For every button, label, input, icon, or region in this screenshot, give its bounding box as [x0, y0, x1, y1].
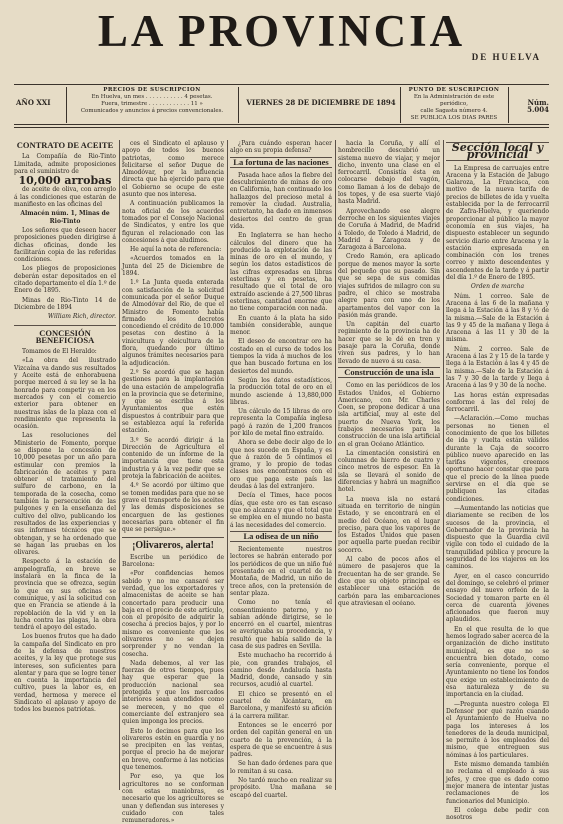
subscription-line: Comunicados y anuncios á precios convencionales. — [80, 108, 224, 114]
article-paragraph: Credo Ramón, era aplicado porque de menos mayor la sorte del pequeño que su pasado. Sin que se sepa de sus comidas viajes sufridos de milagro con su padre, el chico se mostraba alegre para con uno de los apartamentos del vapor con la pasión más grande. — [338, 253, 440, 319]
column-4 — [338, 140, 440, 790]
article-paragraph: En el que resulta de lo que hemos logrado saber acerca de la organización de dicho instituto municipal, es que no se encuentra bien dotado, como sería conveniente, porque el Ayuntamiento no tiene los fondos que exige un establecimiento de esa naturaleza y de su importancia en la ciudad. — [446, 625, 549, 699]
article-paragraph: Como en las periódicos de los Estados Unidos, el Gobierno Americano, con Mr. Charles Coen, se propone dedicar á una isla artificial, muy al este del puerto de Nueva York, los trabajos necesarios para la construcción de una isla artificial en el gran Océano Atlántico. — [338, 382, 440, 448]
article-paragraph: Ayer, en el casco concurrido del domingo, se celebró el primer ensayo del nuevo orfeón de la Sociedad y tomaron parte en él cerca de cuarenta jóvenes aficionados que fueron muy aplaudidos. — [446, 572, 549, 624]
article-paragraph: 1.º La Junta queda enterada con satisfacción de la solicitud comunicada por el señor Duque de Almodóvar del Rio, de que el Ministro de Fomento había firmado los decretos concediendo el crédito de 10.000 pesetas con destino á la vinicultura y oleicultura de la flora, quedando por último algunos trámites necesarios para la adjudicación. — [122, 279, 224, 367]
subscription-label: PRECIOS DE SUSCRIPCION — [103, 87, 201, 93]
article-paragraph: «La obra del ilustrado Vizcaína va dando sus resultados y Aceite está de enhorabuena porque merced á su ley se la ha honrado para competir ya en los mercados y con el comercio exterior para obtener en nuestras islas de la plaza con el rendimiento que representa la ocasión. — [14, 357, 116, 431]
column-5 — [446, 140, 549, 822]
article-paragraph: Este mismo demanda también no reclama el empleado á sus jefes, y cree que es dado como mejor manera de intentar justas reclamaciones de los funcionarios del Municipio. — [446, 761, 549, 805]
subheading: Orden de marcha — [470, 283, 525, 291]
article-paragraph: Según los datos estadísticos, la producción total de oro en el mundo asciende á 13,880,000 libras. — [230, 376, 332, 406]
article-paragraph: En Inglaterra se han hecho cálculos del dinero que ha producido la explotación de las minas de oro en el mundo, y según los datos estadísticos de las cifras expresadas en libras esterlinas y en pesetas, ha resultado que el total de oro extraído asciende á 27,500 libras esterlinas, cantidad enorme que no tiene comparación con nada. — [230, 232, 332, 313]
info-bar — [14, 87, 549, 129]
article-paragraph: hacia la Coruña, y allí el hombrecillo descubrió un sistema nuevo de viajar, y mejor dicho, invento una clase en el ferrocarril. Consistía ésta en colocarse debajo del vagón, como llaman á los de debajo de los topes, y de esa suerte viajó hasta Madrid. — [338, 140, 440, 206]
article-paragraph: Ahora se debe decir algo de lo que nos sucede en España, y es que á razón de 5 céntimos el gramo, y lo propio de todas clases nos encontramos con el oro que paga este país las deudas á las del extranjero. — [230, 439, 332, 491]
article-paragraph: ¿Para cuándo esperan hacer algo en su propia defensa? — [230, 140, 332, 155]
article-paragraph: No tardó mucho en realizar su propósito. Una mañana se escapó del cuartel. — [230, 777, 332, 799]
article-paragraph: Recientemente nuestros lectores se habrán enterado por los periódicos de que un niño fué presentado en el cuartel de la Montaña, de Madrid, un niño de trece años, con la pretensión de sentar plaza. — [230, 546, 332, 597]
article-paragraph: La cimentación consistirá en columnas de hierro de cuatro y cinco metros de espesor. En la isla se llevará el sonido de diferencias y habrá un magnífico hotel. — [338, 449, 440, 494]
subscribe-label: PUNTO DE SUSCRIPCION — [408, 87, 500, 93]
column-separator — [443, 140, 444, 790]
info-bottom-rule — [14, 124, 549, 125]
article-paragraph: Tomamos de El Heraldo: — [22, 348, 97, 356]
article-paragraph: Este muchacho ha recorrido á pie, con grandes trabajos, el camino desde Andalucía hasta Madrid, donde, cansado y sin recursos, acudió al cuartel. — [230, 652, 332, 689]
article-paragraph: Los señores que deseen hacer proposiciones pueden dirigirse á dichas oficinas, donde les facilitarán copia de las referidas condiciones. — [14, 226, 116, 264]
article-paragraph: Núm. 1 correo. Sale de Aracena á las 6 de la mañana y llega á la Estación á las 8 y ½ de la misma.—Sale de la Estación á las 9 y 45 de la mañana y llega á Aracena á las 11 y 30 de la misma. — [446, 292, 549, 344]
article-paragraph: —Aclaración.—Como muchas personas no tienen el conocimiento de que los billetes de ida y vuelta están válidos durante la Caja de socorro público nuevo aparecido en las tarifas vigentes, creemos oportuno hacer constar que para que el precio de la línea puede servirse en el día que se publiquen las citadas condiciones. — [446, 415, 549, 503]
article-paragraph: En cuanto á la plata ha sido también considerable, aunque menor. — [230, 314, 332, 337]
section-divider — [14, 325, 116, 326]
subscription-line: En Huelva, un mes . . . . . . . . . . . 4 pesetas. — [91, 94, 213, 100]
column-1 — [14, 140, 116, 790]
article-paragraph: Nada debemos, al ver las fuerzas de otros tiempos, pues hay que esperar que la producción nacional sea protegida y que los mercados interiores sean atendidos como se merecen, y no que el comerciante del extranjero sea quien imponga los precios. — [122, 659, 224, 726]
article-paragraph: Se han dado órdenes para que lo remitan á su casa. — [230, 760, 332, 775]
article-paragraph: Como no tenía el consentimiento paterno, y no sabían adónde dirigirse, se le encerró en el cuartel, mientras se averiguaba su procedencia, y resultó que había salido de la casa de sus padres en Sevilla. — [230, 599, 332, 650]
masthead — [0, 0, 563, 82]
article-paragraph: Los pliegos de proposiciones deberán estar depositados en el citado departamento el día 1.º de Enero de 1895. — [14, 265, 116, 295]
article-paragraph: 4.º Se acordó por último que se tomen medidas para que no se grave el transporte de los aceites y las demás disposiciones se encarguen de las gestiones necesarias para obtener el fin que se persigue.» — [122, 482, 224, 534]
article-heading: CONTRATO DE ACEITE — [16, 140, 114, 150]
article-paragraph: «Por confidencias hemos sabido y no me cansaré ser verdad, que los exportadores y almacenistas de aceite se han concertado para producir una baja en el precio de este artículo, con el propósito de adquirir la cosecha á precios bajos, y por lo mismo es conveniente que los olivareros no se dejen sorprender y no vendan la cosecha. — [122, 570, 224, 658]
article-paragraph: Los buenos frutos que ha dado la campaña del Sindicato en pro de la defensa de nuestros aceites, y la ley que protege sus intereses, son suficientes para alentar y para que se logre tener en cuenta la importancia del cultivo, pues la labor es, en verdad, hermosa y merece el Sindicato el aplauso y apoyo de todos los buenos patriotas. — [14, 633, 116, 714]
dateline: Minas de Rio-Tinto 14 de Diciembre de 1894 — [14, 296, 116, 311]
article-paragraph: 2.º Se acordó que se hagan gestiones para la implantación de una estación de ampelografía en la provincia que se determine, y que se escriba á los Ayuntamientos que estén dispuestos á contribuir para que se establezca aquí la referida estación. — [122, 368, 224, 435]
subscribe-point-block — [404, 87, 504, 122]
article-paragraph: Un capitán del cuarto regimiento de la provincia ha de hacer que se le dé en tren y pasaje para la Coruña, donde viven sus padres, y lo han llevado de nuevo á su casa. — [338, 321, 440, 365]
info-bottom-rule-double — [14, 127, 549, 128]
article-paragraph: Decía el Times, hace pocos días, que este oro es tan escaso que no alcanza y que el total que se emplea en el mundo no basta á las necesidades del comercio. — [230, 492, 332, 529]
info-divider — [238, 87, 239, 123]
column-3 — [230, 140, 332, 799]
article-paragraph: de aceite de oliva, con arreglo á las condiciones que estarán de manifiesto en las oficinas del — [14, 186, 116, 209]
article-paragraph: Núm. 2 correo. Sale de Aracena á las 2 y 15 de la tarde y llega á la Estación á las 4 y 45 de la misma.—Sale de la Estación á las 7 y 30 de la tarde y llega á Aracena á las 9 y 30 de la noche. — [446, 345, 549, 390]
article-paragraph: Respecto á la estación de ampelografía, en breve se instalará en la finca de la provincia que se ofrezca, según lo que en sus oficinas se comunique, y así la solicitud con que en Francia se atiende á la repoblación de la vid y en la lucha contra las plagas, la obra tendrá el apoyo del estado. — [14, 558, 116, 632]
column-separator — [119, 140, 120, 790]
issue-date: VIERNES 28 DE DICIEMBRE DE 1894 — [246, 98, 396, 107]
article-paragraph: —Pregunta nuestro colega El Defensor por qué razón cuando el Ayuntamiento de Huelva no paga los intereses á los tenedores de la deuda municipal, se permite á los empleados del mismo, que entreguen sus nóminas á los particulares. — [446, 700, 549, 759]
article-paragraph: Un cálculo de 15 libras de oro representa la Compañía inglesa pagó á razón de 1,200 francos por kilo de metal fino extraído. — [230, 408, 332, 437]
info-divider — [508, 87, 509, 123]
article-paragraph: El deseo de encontrar oro ha costado en el curso de todos los tiempos la vida á muchos de los que han buscado fortuna en los desiertos del mundo. — [230, 338, 332, 375]
subscription-block — [72, 87, 232, 115]
article-paragraph: ces el Sindicato el aplauso y apoyo de todos los buenos patriotas, como merece felicitarse el señor Duque de Almodóvar, por la influencia directa que ha ejercido para que el Gobierno se ocupe de este asunto que nos interesa. — [122, 140, 224, 199]
issue-number: Núm. 5.004 — [527, 98, 549, 114]
info-divider — [400, 87, 401, 123]
article-paragraph: «Acuerdos tomados en la Junta del 25 de Diciembre de 1894. — [122, 255, 224, 278]
subscribe-line: calle Sagasta número 4. — [420, 108, 488, 114]
article-heading: CONCESIÓN BENEFICIOSA — [35, 327, 95, 345]
article-paragraph: Por eso, ya que los agricultores no se conforman con estas maniobras, es necesario que los agricultores se unan y defiendan sus intereses y cuidado con tales remuneradores.» — [122, 773, 224, 824]
year-label: AÑO XXI — [16, 98, 51, 107]
article-paragraph: Aprovechando ese alegre derroche en los siguientes viajes de Coruña á Madrid, de Madrid á Toledo, de Toledo á Madrid, de Madrid á Zaragoza y de Zaragoza á Barcelona. — [338, 207, 440, 252]
section-divider — [122, 537, 224, 538]
subscribe-line: SE PUBLICA LOS DIAS PARES — [410, 115, 498, 121]
article-paragraph: La Empresa de carruajes entre Aracena y la Estación de Jabugo Galaroza, La Francisca, con motivo de la nueva tarifa de precios de billetes de ida y vuelta establecida por la de ferrocarril de Zafra-Huelva, y queriendo proporcionar al público la mayor economía en sus viajes, ha dispuesto establecer un segundo servicio diario entre Aracena y la estación expresada en combinación con los trenes correo y mixto descendentes y ascendentes de la tarde y á partir del día 1.º de Enero de 1895. — [446, 164, 549, 282]
amount-highlight: 10,000 arrobas — [18, 174, 112, 188]
article-heading: La odisea de un niño — [230, 531, 332, 542]
article-paragraph: La Compañía de Rio-Tinto Limitada, admite proposiciones para el suministro de — [14, 153, 116, 175]
signature: William Rich, director. — [47, 313, 116, 321]
article-paragraph: Escribe un periódico de Barcelona: — [122, 553, 224, 569]
newspaper-title: LA PROVINCIA — [97, 6, 466, 56]
article-paragraph: Esto lo decimos para que los olivareros estén en guardia y no se precipiten en las ventas, porque el precio ha de mejorar en breve, conforme á las noticias que tenemos. — [122, 727, 224, 772]
article-heading: ¡Olivareros, alerta! — [132, 540, 214, 552]
article-paragraph: El chico se presentó en el cuartel de Alcántara, en Barcelona, y manifestó su afición á la carrera militar. — [230, 690, 332, 720]
info-divider — [66, 87, 67, 123]
article-paragraph: —Aumentando las noticias que diariamente se reciben de los sucesos de la provincia, el Gobernador de la provincia ha dispuesto que la Guardia civil vigile con todo el cuidado de la tranquilidad pública y procure la seguridad de los viajeros en los caminos. — [446, 504, 549, 571]
article-heading: Construcción de una isla — [338, 367, 440, 378]
article-paragraph: El colega debe pedir con nosotros — [446, 806, 549, 822]
location-line: Almacén núm. 1, Minas de Rio-Tinto — [20, 210, 110, 225]
article-paragraph: 3.º Se acordó dirigir á la Dirección de Agricultura el contenido de un informe de la importancia que tiene esta industria y á la vez pedir que se proteja la fabricación de aceites. — [122, 436, 224, 481]
article-paragraph: Las horas están expresadas conforme á las del reloj de ferrocarril. — [446, 391, 549, 414]
article-paragraph: Las resoluciones del Ministerio de Fomento, porque se dispone la concesión de 10,000 pesetas por un año para estimular con premios la fabricación de aceites y para obtener el tratamiento del sulfuro de carbono, en la temporada de la cosecha, como también la persecución de las pulgones y en la enseñanza del cultivo del olivo, publicando los resultados de las experiencias y sus informes técnicos que se obtengan, y se ha ordenado que se hagan las pruebas en los olivares. — [14, 432, 116, 557]
column-separator — [227, 140, 228, 790]
article-paragraph: Al cabo de pocos años el número de pasajeros que la frecuentan ha de ser grande. Se dice que su objeto principal es establecer una estación de carbón para las embarcaciones que atraviesan el océano. — [338, 556, 440, 607]
section-heading-local: Sección local y provincial — [446, 142, 549, 161]
subscription-line: Fuera, trimestre . . . . . . . . . . . . 11 » — [101, 101, 203, 107]
column-separator — [335, 140, 336, 790]
newspaper-subtitle: DE HUELVA — [471, 52, 541, 62]
article-paragraph: La nueva isla no estará situada en territorio de ningún Estado, y se encontrará en el medio del Océano, en el lugar preciso, para que los vapores de los Estados Unidos que pasen por aquella parte puedan recibir socorro. — [338, 495, 440, 554]
column-2 — [122, 140, 224, 824]
article-paragraph: Pasada hace años la fiebre del descubrimiento de minas de oro en California, han continuado los hallazgos del precioso metal á remover la ciudad. Australia, entretanto, ha dado en inmensos desiertos del centro de gran vida. — [230, 171, 332, 230]
subscribe-line: En la Administración de este periódico, — [413, 94, 495, 107]
article-paragraph: He aquí la nota de referencia: — [130, 246, 222, 254]
article-heading: La fortuna de las naciones — [230, 157, 332, 168]
article-paragraph: Entonces se le encerró por orden del capitán general en un cuarto de la prevención, á la espera de que se encuentre á sus padres. — [230, 721, 332, 759]
top-rule — [14, 84, 549, 85]
article-paragraph: A continuación publicamos la nota oficial de los acuerdos tomados por el Consejo Nacional de Sindicatos, y entre los que figuran el relacionado con las concesiones á que aludimos. — [122, 200, 224, 244]
